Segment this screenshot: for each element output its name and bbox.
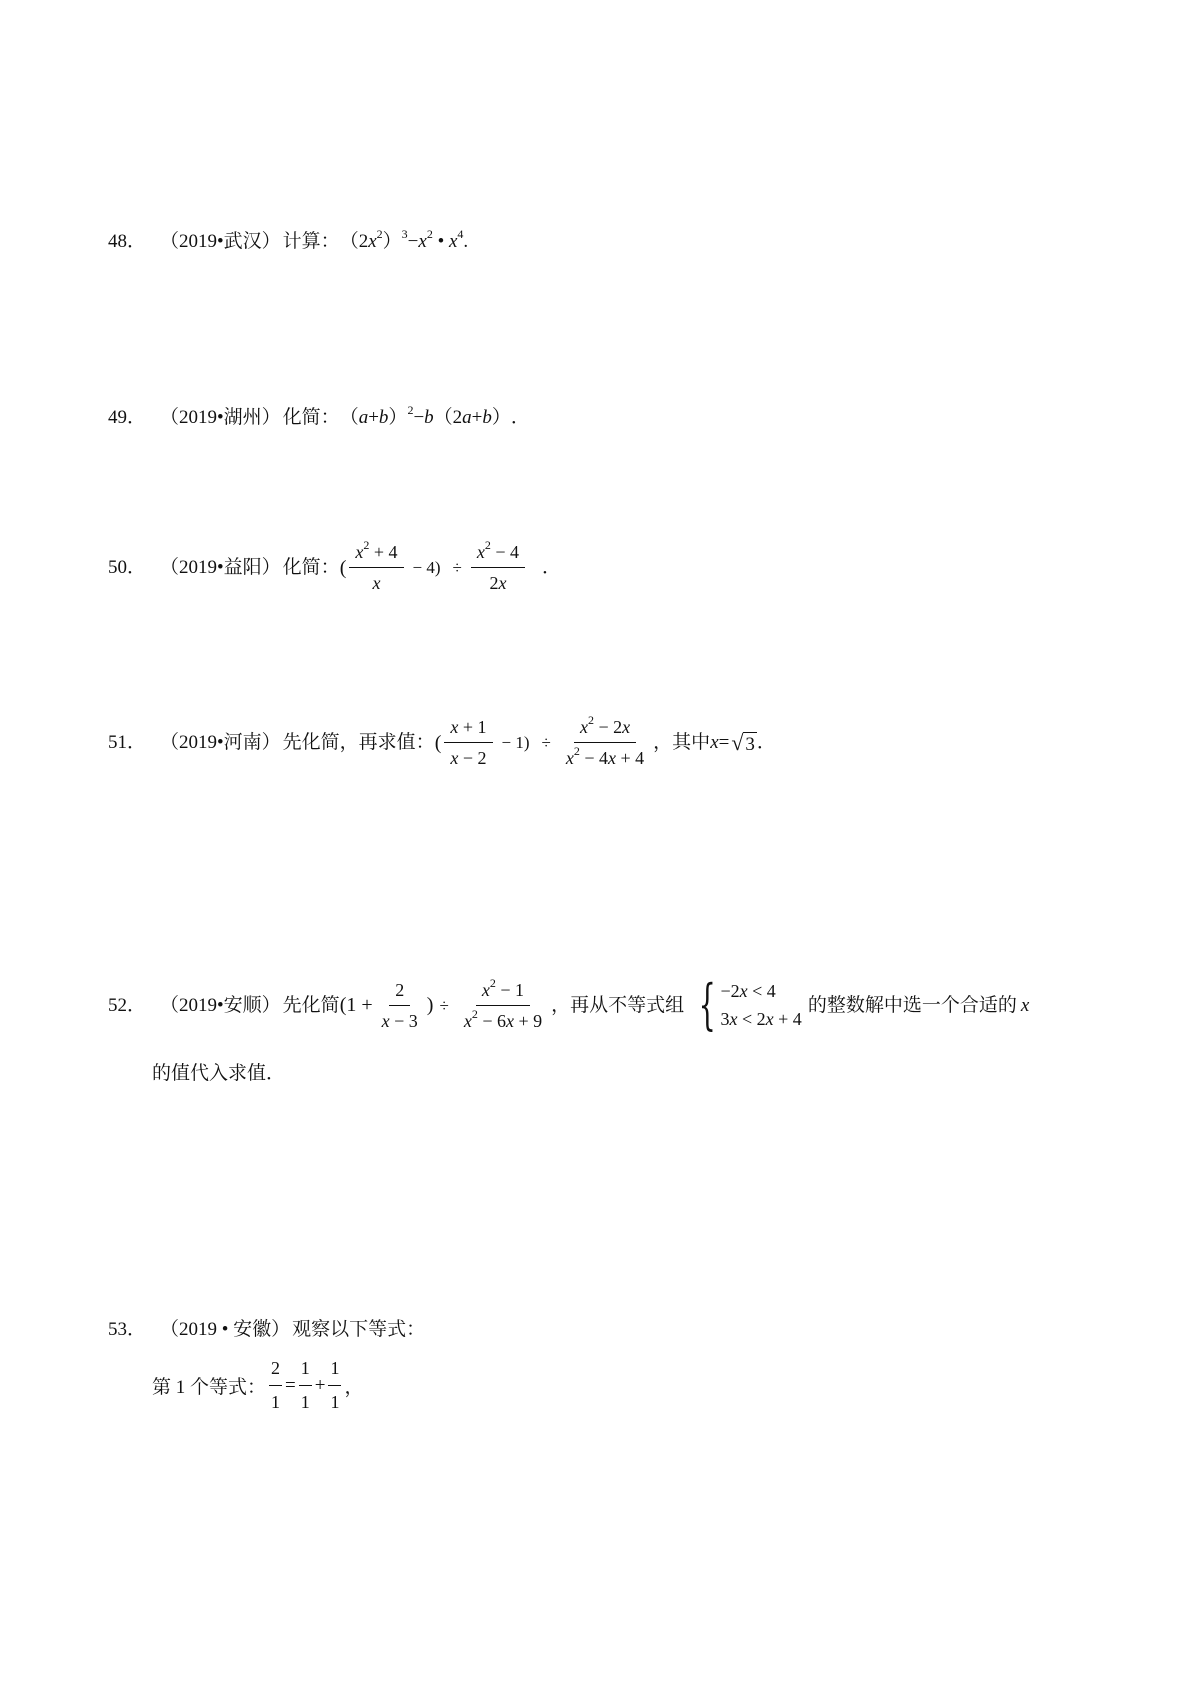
problem-source: （2019•武汉） xyxy=(160,231,281,252)
problem-52-continuation: 的值代入求值． xyxy=(152,1063,286,1084)
problem-number: 53． xyxy=(108,1319,147,1340)
problem-50 xyxy=(108,538,562,593)
problem-53-line-1 xyxy=(152,1358,363,1413)
math-expression: $(2x^2)^3-x^2$ • $x^4$ xyxy=(339,227,464,252)
problem-instruction: 计算： xyxy=(282,231,340,252)
problem-53 xyxy=(108,1320,425,1339)
problem-51 xyxy=(108,713,776,768)
problem-number: 51． xyxy=(108,732,147,753)
problem-mid: ，再从不等式组 xyxy=(551,994,685,1016)
problem-source: （2019•湖州） xyxy=(160,407,281,428)
math-expression: ( $\frac{x + 1}{x - 2}$ − 1) ÷ $\frac{x^2 - 2x}{x^2 - 4x + 4}$ xyxy=(435,718,653,767)
fraction: $\frac{2}{1}$ xyxy=(271,1358,281,1412)
inequality-1: −2x < 4 xyxy=(720,981,776,1001)
fraction: $\frac{1}{1}$ xyxy=(330,1358,340,1412)
fraction: $\frac{x^2 - 1}{x^2 - 6x + 9}$ xyxy=(463,975,543,1031)
problem-tail: . xyxy=(463,231,469,252)
sqrt-expression: √ 3 xyxy=(731,729,755,755)
problem-tail: ． xyxy=(756,732,776,753)
problem-tail: ． xyxy=(510,407,530,428)
problem-instruction: 先化简，再求值： xyxy=(282,732,435,753)
inequality-2: 3x < 2x + 4 xyxy=(720,1009,802,1029)
problem-source: （2019•益阳） xyxy=(160,557,281,578)
fraction: $\frac{x^2 - 4}{2x}$ xyxy=(471,543,525,592)
problem-48 xyxy=(108,227,469,252)
math-expression: ( $\frac{x^2 + 4}{x}$ − 4) ÷ $\frac{x^2 - 4}{2x}$ xyxy=(340,543,528,592)
problem-tail: ． xyxy=(542,557,562,578)
problem-number: 49． xyxy=(108,407,147,428)
problem-after: 的整数解中选一个合适的 xyxy=(807,994,1017,1016)
equation-label: 第 1 个等式： xyxy=(152,1377,267,1398)
math-expression: $(a+b)^2-b(2a+b)$ xyxy=(339,403,511,428)
problem-source: （2019 • 安徽） xyxy=(160,1319,291,1340)
problem-source: （2019•河南） xyxy=(160,732,281,753)
problem-instruction: 化简： xyxy=(282,407,340,428)
problem-number: 52． xyxy=(108,994,147,1016)
problem-instruction: 化简： xyxy=(282,557,340,578)
problem-number: 50． xyxy=(108,557,147,578)
fraction: $\frac{x^2 + 4}{x}$ xyxy=(349,543,403,592)
fraction: $\frac{x + 1}{x - 2}$ xyxy=(444,718,492,767)
problem-49 xyxy=(108,403,530,428)
math-expression: (1 + $\frac{2}{x - 3}$ ) ÷ $\frac{x^2 - 1}{x^2 - 6x + 9}$ xyxy=(340,981,551,1030)
problem-52 xyxy=(108,973,1030,1036)
problem-number: 48． xyxy=(108,231,147,252)
math-expression: $\frac{2}{1}$ = $\frac{1}{1}$ + $\frac{1}{1}$ xyxy=(271,1358,340,1412)
problem-source: （2019•安顺） xyxy=(160,994,281,1016)
math-condition: x= xyxy=(710,732,730,753)
fraction: $\frac{2}{x - 3}$ xyxy=(381,979,418,1031)
problem-mid: ，其中 xyxy=(653,732,711,753)
inequality-system: { −2x < 4 3x < 2x + 4 xyxy=(698,973,802,1036)
problem-instruction: 先化简 xyxy=(282,994,340,1016)
equation-tail: ， xyxy=(344,1377,364,1398)
fraction: $\frac{1}{1}$ xyxy=(300,1358,310,1412)
problem-variable: x xyxy=(1020,994,1030,1016)
problem-instruction: 观察以下等式： xyxy=(292,1319,426,1340)
fraction: $\frac{x^2 - 2x}{x^2 - 4x + 4}$ xyxy=(565,713,645,768)
